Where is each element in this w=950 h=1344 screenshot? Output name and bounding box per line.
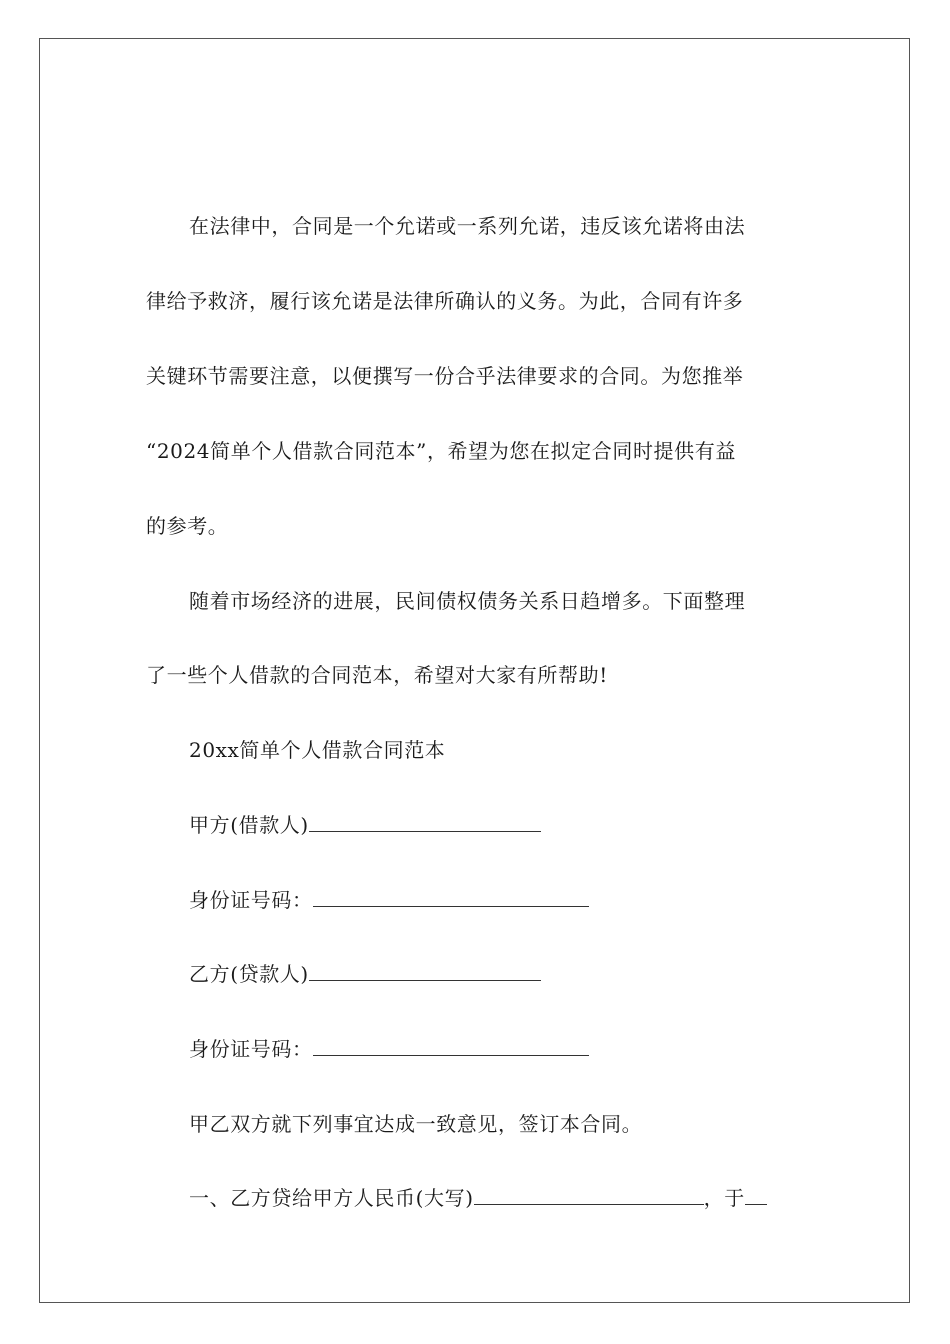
party-a-label: 甲方(借款人) bbox=[189, 813, 309, 837]
preface-line-2: 了一些个人借款的合同范本，希望对大家有所帮助! bbox=[146, 663, 608, 687]
party-b-blank bbox=[309, 960, 541, 981]
id-b-label: 身份证号码： bbox=[189, 1037, 313, 1061]
clause-1-amount-blank bbox=[474, 1184, 704, 1205]
clause-1-date-blank bbox=[745, 1184, 767, 1205]
intro-line-1: 在法律中，合同是一个允诺或一系列允诺，违反该允诺将由法 bbox=[189, 214, 746, 238]
clause-1-row bbox=[189, 1184, 767, 1212]
id-b-blank bbox=[313, 1035, 589, 1056]
clause-1-prefix: 一、乙方贷给甲方人民币(大写) bbox=[189, 1186, 474, 1210]
id-a-blank bbox=[313, 886, 589, 907]
party-b-row bbox=[189, 960, 541, 988]
intro-line-3: 关键环节需要注意，以便撰写一份合乎法律要求的合同。为您推举 bbox=[146, 364, 744, 388]
party-a-blank bbox=[309, 811, 541, 832]
intro-line-4: “2024简单个人借款合同范本”，希望为您在拟定合同时提供有益 bbox=[146, 439, 736, 463]
intro-line-2: 律给予救济，履行该允诺是法律所确认的义务。为此，合同有许多 bbox=[146, 289, 744, 313]
id-b-row bbox=[189, 1035, 589, 1063]
party-a-row bbox=[189, 811, 541, 839]
contract-title: 20xx简单个人借款合同范本 bbox=[189, 738, 446, 762]
party-b-label: 乙方(贷款人) bbox=[189, 962, 309, 986]
id-a-label: 身份证号码： bbox=[189, 888, 313, 912]
preface-line-1: 随着市场经济的进展，民间债权债务关系日趋增多。下面整理 bbox=[189, 589, 746, 613]
clause-1-middle: ，于 bbox=[703, 1186, 745, 1210]
intro-line-5: 的参考。 bbox=[146, 514, 229, 538]
id-a-row bbox=[189, 886, 589, 914]
agreement-line: 甲乙双方就下列事宜达成一致意见，签订本合同。 bbox=[189, 1112, 643, 1136]
